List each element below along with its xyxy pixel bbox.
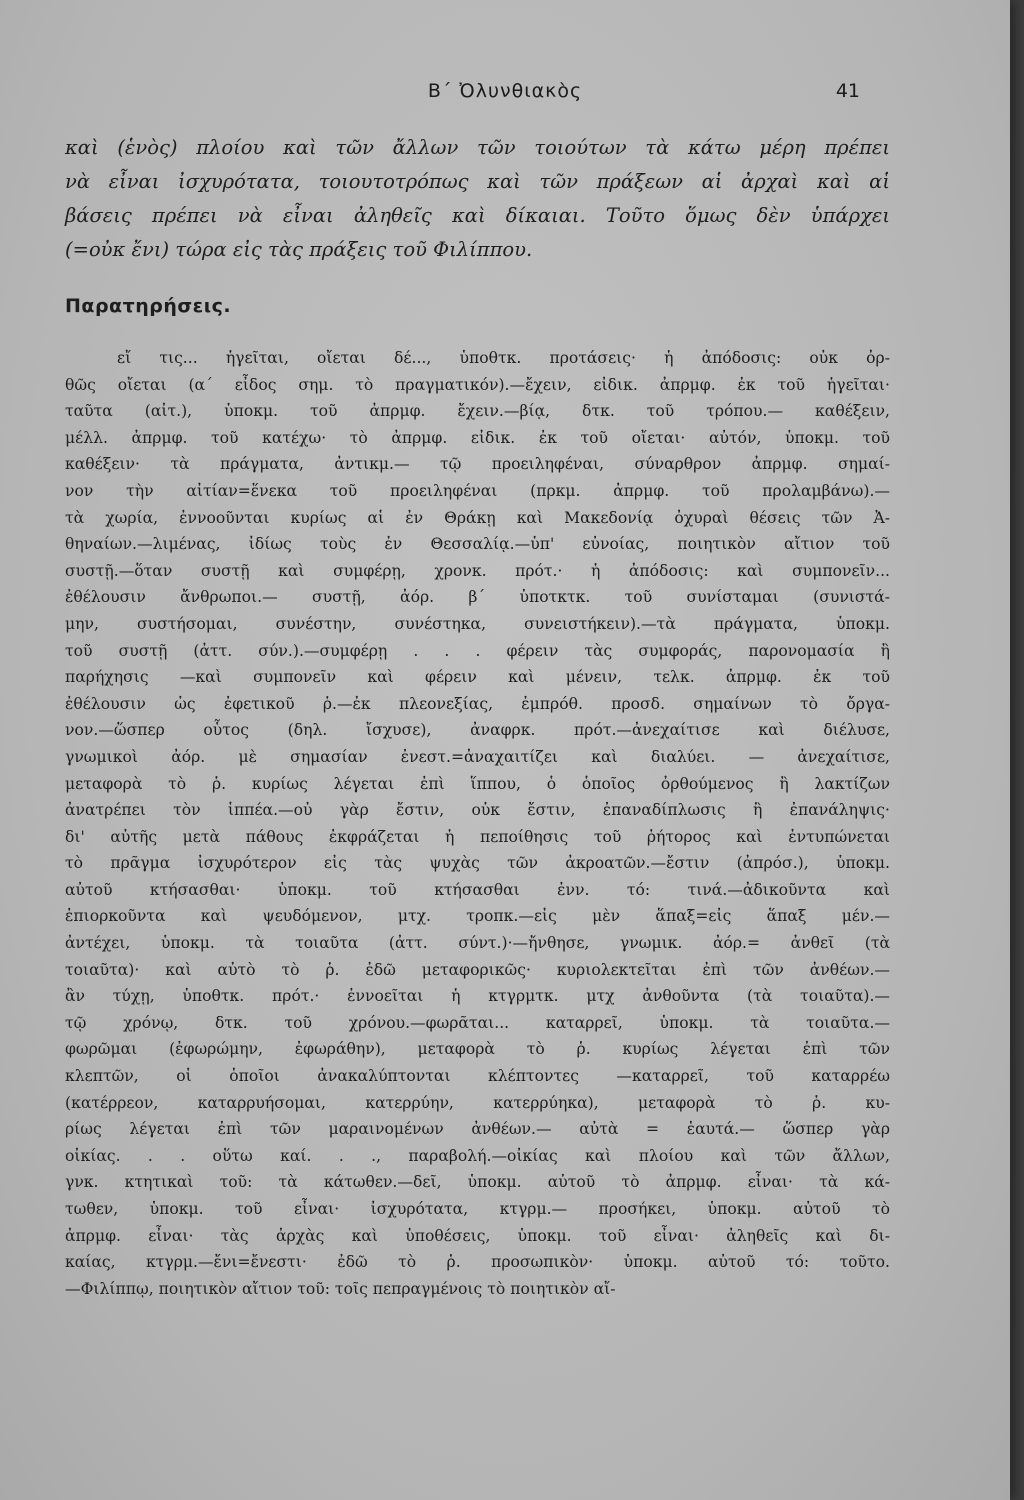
notes-line: τῷ χρόνῳ, δτκ. τοῦ χρόνου.—φωρᾶται... καταρρεῖ, ὑποκμ. τὰ τοιαῦτα.— bbox=[65, 1013, 890, 1032]
notes-line: αὐτοῦ κτήσασθαι· ὑποκμ. τοῦ κτήσασθαι ἐνν. τό: τινά.—ἀδικοῦντα καὶ bbox=[65, 880, 890, 899]
page-number: 41 bbox=[835, 80, 860, 102]
notes-line: μέλλ. ἀπρμφ. τοῦ κατέχω· τὸ ἀπρμφ. εἰδικ. ἐκ τοῦ οἴεται· αὐτόν, ὑποκμ. τοῦ bbox=[65, 428, 890, 447]
notes-line: θῶς οἴεται (α΄ εἶδος σημ. τὸ πραγματικόν).—ἔχειν, εἰδικ. ἀπρμφ. ἐκ τοῦ ἡγεῖται· bbox=[65, 375, 890, 394]
notes-line: κλεπτῶν, οἱ ὁποῖοι ἀνακαλύπτονται κλέπτοντες —καταρρεῖ, τοῦ καταρρέω bbox=[65, 1067, 890, 1086]
notes-line: θηναίων.—λιμένας, ἰδίως τοὺς ἐν Θεσσαλίᾳ.—ὑπ' εὐνοίας, ποιητικὸν αἴτιον τοῦ bbox=[65, 535, 890, 554]
notes-line: ἀντέχει, ὑποκμ. τὰ τοιαῦτα (ἀττ. σύντ.)·—ἤνθησε, γνωμικ. ἀόρ.= ἀνθεῖ (τὰ bbox=[65, 934, 890, 953]
notes-line: ταῦτα (αἰτ.), ὑποκμ. τοῦ ἀπρμφ. ἔχειν.—βίᾳ, δτκ. τοῦ τρόπου.— καθέξειν, bbox=[65, 402, 890, 421]
notes-line: τοιαῦτα)· καὶ αὐτὸ τὸ ῥ. ἐδῶ μεταφορικῶς· κυριολεκτεῖται ἐπὶ τῶν ἀνθέων.— bbox=[65, 960, 890, 979]
notes-line: ἀπρμφ. εἶναι· τὰς ἀρχὰς καὶ ὑποθέσεις, ὑποκμ. τοῦ εἶναι· ἀληθεῖς καὶ δι- bbox=[65, 1226, 890, 1245]
notes-line: τωθεν, ὑποκμ. τοῦ εἶναι· ἰσχυρότατα, κτγρμ.— προσήκει, ὑποκμ. αὐτοῦ τὸ bbox=[65, 1200, 890, 1218]
page-header bbox=[0, 80, 1010, 110]
notes-line: τὰ χωρία, ἐννοοῦνται κυρίως αἱ ἐν Θράκῃ καὶ Μακεδονίᾳ ὀχυραὶ θέσεις τῶν Ἀ- bbox=[65, 508, 890, 527]
section-heading: Παρατηρήσεις. bbox=[65, 295, 232, 317]
notes-line: νον τὴν αἰτίαν=ἕνεκα τοῦ προειληφέναι (πρκμ. ἀπρμφ. τοῦ προλαμβάνω).— bbox=[65, 481, 890, 500]
notes-line: δι' αὐτῆς μετὰ πάθους ἐκφράζεται ἡ πεποίθησις τοῦ ῥήτορος καὶ ἐντυπώνεται bbox=[65, 827, 890, 846]
notes-line: ἐθέλουσιν ὡς ἐφετικοῦ ῥ.—ἐκ πλεονεξίας, ἐμπρόθ. προσδ. σημαίνων τὸ ὄργα- bbox=[65, 694, 890, 713]
notes-line: εἴ τις... ἡγεῖται, οἴεται δέ..., ὑποθτκ. προτάσεις· ἡ ἀπόδοσις: οὐκ ὀρ- bbox=[117, 349, 890, 367]
notes-line: μεταφορὰ τὸ ῥ. κυρίως λέγεται ἐπὶ ἵππου, ὁ ὁποῖος ὀρθούμενος ἢ λακτίζων bbox=[65, 774, 890, 793]
intro-line: βάσεις πρέπει νὰ εἶναι ἀληθεῖς καὶ δίκαιαι. Τοῦτο ὅμως δὲν ὑπάρχει bbox=[65, 204, 890, 227]
notes-line: καθέξειν· τὰ πράγματα, ἀντικμ.— τῷ προειληφέναι, σύναρθρον ἀπρμφ. σημαί- bbox=[65, 455, 890, 474]
running-head: Β΄ Ὀλυνθιακὸς bbox=[427, 80, 583, 102]
notes-line: τὸ πρᾶγμα ἰσχυρότερον εἰς τὰς ψυχὰς τῶν ἀκροατῶν.—ἔστιν (ἀπρόσ.), ὑποκμ. bbox=[65, 854, 890, 873]
notes-line: παρήχησις —καὶ συμπονεῖν καὶ φέρειν καὶ μένειν, τελκ. ἀπρμφ. ἐκ τοῦ bbox=[65, 668, 890, 687]
notes-line: μην, συστήσομαι, συνέστην, συνέστηκα, συνειστήκειν).—τὰ πράγματα, ὑποκμ. bbox=[65, 614, 890, 633]
notes-line: νον.—ὥσπερ οὗτος (δηλ. ἴσχυσε), ἀναφρκ. πρότ.—ἀνεχαίτισε καὶ διέλυσε, bbox=[65, 721, 890, 740]
notes-line: γνκ. κτητικαὶ τοῦ: τὰ κάτωθεν.—δεῖ, ὑποκμ. αὐτοῦ τὸ ἀπρμφ. εἶναι· τὰ κά- bbox=[65, 1173, 890, 1192]
notes-line: —Φιλίππῳ, ποιητικὸν αἴτιον τοῦ: τοῖς πεπραγμένοις τὸ ποιητικὸν αἴ- bbox=[65, 1279, 616, 1298]
notes-line: φωρῶμαι (ἐφωρώμην, ἐφωράθην), μεταφορὰ τὸ ῥ. κυρίως λέγεται ἐπὶ τῶν bbox=[65, 1040, 890, 1059]
notes-line: ἂν τύχῃ, ὑποθτκ. πρότ.· ἐννοεῖται ἡ κτγρμτκ. μτχ ἀνθοῦντα (τὰ τοιαῦτα).— bbox=[65, 987, 890, 1006]
notes-line: ἐπιορκοῦντα καὶ ψευδόμενον, μτχ. τροπκ.—εἰς μὲν ἅπαξ=εἰς ἅπαξ μέν.— bbox=[65, 907, 890, 926]
intro-paragraph bbox=[65, 131, 890, 267]
notes-line: συστῇ.—ὅταν συστῇ καὶ συμφέρῃ, χρονκ. πρότ.· ἡ ἀπόδοσις: καὶ συμπονεῖν... bbox=[65, 561, 890, 580]
intro-line: καὶ (ἑνὸς) πλοίου καὶ τῶν ἄλλων τῶν τοιούτων τὰ κάτω μέρη πρέπει bbox=[65, 136, 890, 159]
notes-line: τοῦ συστῇ (ἀττ. σύν.).—συμφέρῃ . . . φέρειν τὰς συμφοράς, παρονομασία ἢ bbox=[65, 641, 890, 660]
notes-line: ἐθέλουσιν ἄνθρωποι.— συστῇ, ἀόρ. β΄ ὑποτκτκ. τοῦ συνίσταμαι (συνιστά- bbox=[65, 588, 890, 607]
notes-line: καίας, κτγρμ.—ἔνι=ἔνεστι· ἐδῶ τὸ ῥ. προσωπικὸν· ὑποκμ. αὐτοῦ τό: τοῦτο. bbox=[65, 1253, 890, 1272]
intro-line: νὰ εἶναι ἰσχυρότατα, τοιουτοτρόπως καὶ τῶν πράξεων αἱ ἀρχαὶ καὶ αἱ bbox=[65, 170, 890, 193]
notes-line: ἀνατρέπει τὸν ἱππέα.—οὐ γὰρ ἔστιν, οὐκ ἔστιν, ἐπαναδίπλωσις ἢ ἐπανάληψις· bbox=[65, 801, 890, 820]
intro-line: (=οὐκ ἔνι) τώρα εἰς τὰς πράξεις τοῦ Φιλίππου. bbox=[65, 238, 533, 261]
notes-paragraph bbox=[65, 345, 890, 1302]
notes-line: (κατέρρεον, καταρρυήσομαι, κατερρύην, κατερρύηκα), μεταφορὰ τὸ ῥ. κυ- bbox=[65, 1093, 890, 1112]
notes-line: οἰκίας. . . οὕτω καί. . ., παραβολή.—οἰκίας καὶ πλοίου καὶ τῶν ἄλλων, bbox=[65, 1146, 890, 1165]
notes-line: ρίως λέγεται ἐπὶ τῶν μαραινομένων ἀνθέων.— αὐτὰ = ἑαυτά.— ὥσπερ γὰρ bbox=[65, 1120, 890, 1139]
notes-line: γνωμικοὶ ἀόρ. μὲ σημασίαν ἐνεστ.=ἀναχαιτίζει καὶ διαλύει. — ἀνεχαίτισε, bbox=[65, 747, 890, 766]
